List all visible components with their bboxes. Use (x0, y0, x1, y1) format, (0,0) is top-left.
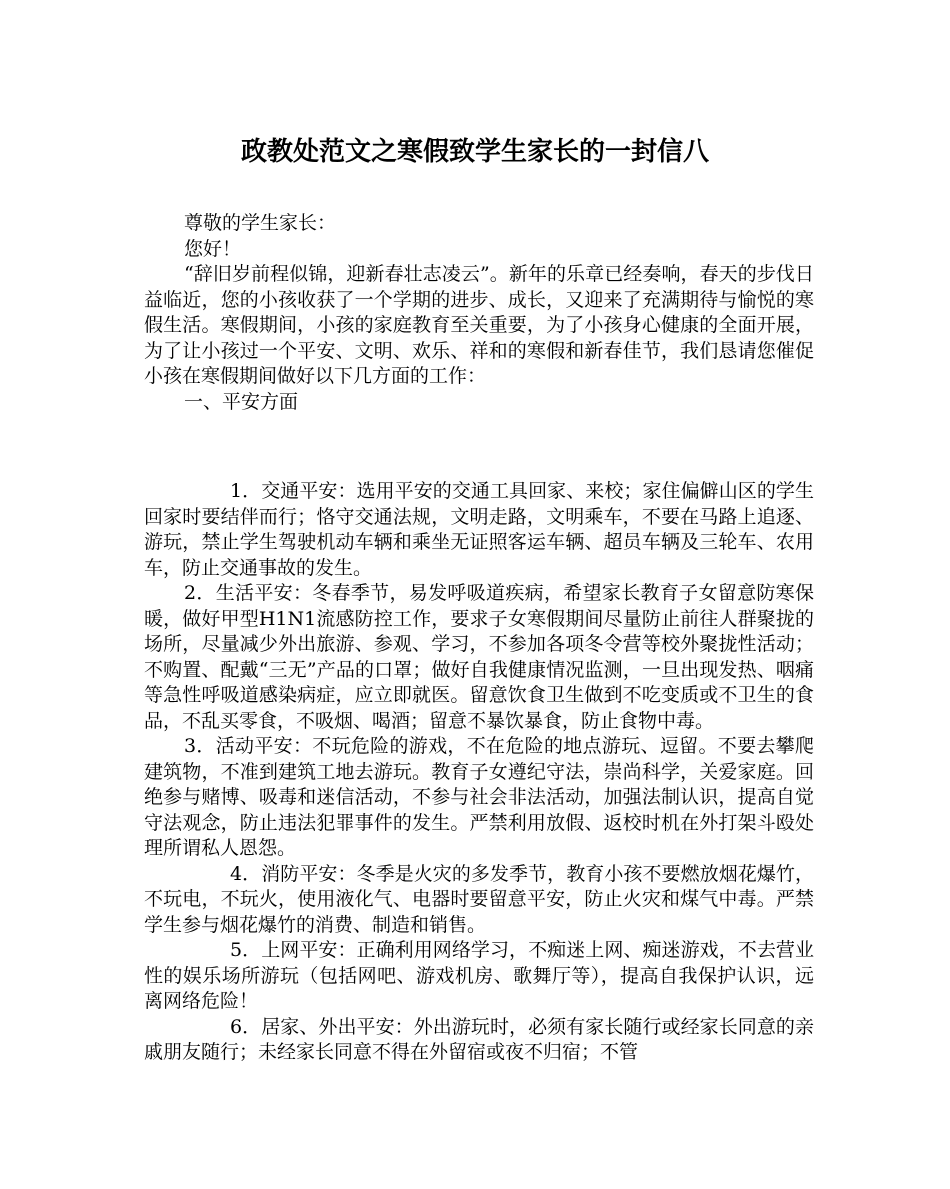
safety-items (144, 479, 814, 1066)
greeting: 您好！ (184, 237, 242, 260)
list-item: 1．交通平安：选用平安的交通工具回家、来校；家住偏僻山区的学生回家时要结伴而行；恪守交通法规，文明走路，文明乘车，不要在马路上追逐、游玩，禁止学生驾驶机动车辆和乘坐无证照客运车辆、超员车辆及三轮车、农用车，防止交通事故的发生。 (144, 480, 814, 579)
intro-paragraph: “辞旧岁前程似锦，迎新春壮志凌云”。新年的乐章已经奏响，春天的步伐日益临近，您的小孩收获了一个学期的进步、成长，又迎来了充满期待与愉悦的寒假生活。寒假期间，小孩的家庭教育至关重要，为了小孩身心健康的全面开展，为了让小孩过一个平安、文明、欢乐、祥和的寒假和新春佳节，我们恳请您催促小孩在寒假期间做好以下几方面的工作： (144, 263, 814, 387)
document-title: 政教处范文之寒假致学生家长的一封信八 (240, 137, 709, 167)
list-item: 6．居家、外出平安：外出游玩时，必须有家长随行或经家长同意的亲戚朋友随行；未经家长同意不得在外留宿或夜不归宿；不管 (144, 1015, 814, 1063)
list-item: 5．上网平安：正确利用网络学习，不痴迷上网、痴迷游戏，不去营业性的娱乐场所游玩（包括网吧、游戏机房、歌舞厅等），提高自我保护认识，远离网络危险！ (144, 939, 814, 1012)
list-item: 2．生活平安：冬春季节，易发呼吸道疾病，希望家长教育子女留意防寒保暖，做好甲型H1N1流感防控工作，要求子女寒假期间尽量防止前往人群聚拢的场所，尽量减少外出旅游、参观、学习，不参加各项冬令营等校外聚拢性活动；不购置、配戴“三无”产品的口罩；做好自我健康情况监测，一旦出现发热、咽痛等急性呼吸道感染病症，应立即就医。留意饮食卫生做到不吃变质或不卫生的食品，不乱买零食，不吸烟、喝酒；留意不暴饮暴食，防止食物中毒。 (144, 582, 814, 732)
section-heading-safety: 一、平安方面 (184, 390, 299, 413)
letter-opening (144, 211, 814, 415)
salutation: 尊敬的学生家长： (184, 212, 337, 234)
list-item: 3．活动平安：不玩危险的游戏，不在危险的地点游玩、逗留。不要去攀爬建筑物，不准到建筑工地去游玩。教育子女遵纪守法，崇尚科学，关爱家庭。回绝参与赌博、吸毒和迷信活动，不参与社会非法活动，加强法制认识，提高自觉守法观念，防止违法犯罪事件的发生。严禁利用放假、返校时机在外打架斗殴处理所谓私人恩怨。 (144, 735, 814, 859)
list-item: 4．消防平安：冬季是火灾的多发季节，教育小孩不要燃放烟花爆竹，不玩电，不玩火，使用液化气、电器时要留意平安，防止火灾和煤气中毒。严禁学生参与烟花爆竹的消费、制造和销售。 (144, 862, 814, 936)
